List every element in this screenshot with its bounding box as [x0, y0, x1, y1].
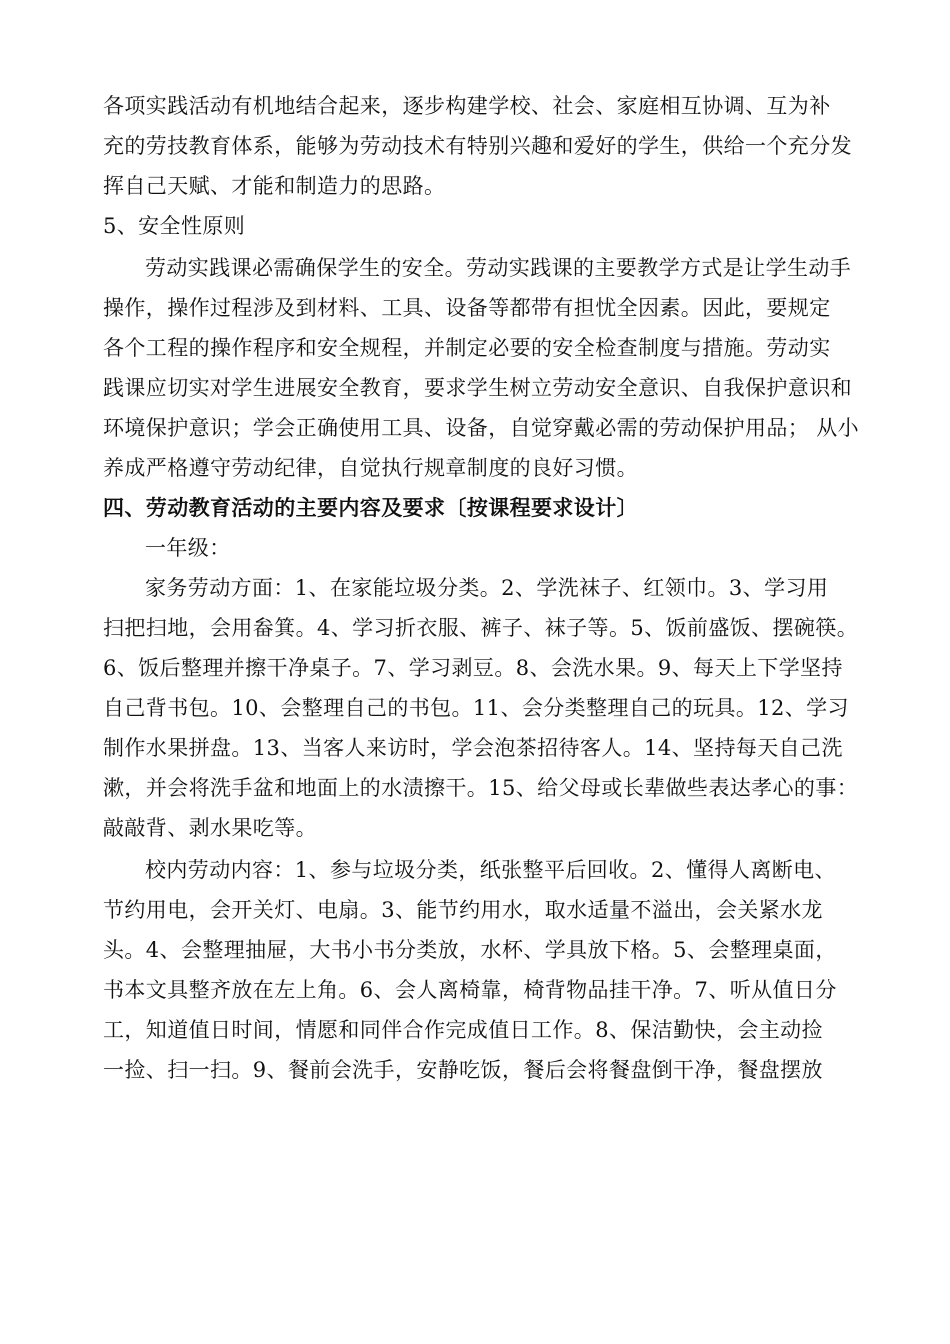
paragraph-line: 6、饭后整理并擦干净桌子。7、学习剥豆。8、会洗水果。9、每天上下学坚持 [103, 656, 843, 680]
paragraph-line: 漱，并会将洗手盆和地面上的水渍擦干。15、给父母或长辈做些表达孝心的事： [103, 776, 859, 800]
paragraph-line: 扫把扫地，会用畚箕。4、学习折衣服、裤子、袜子等。5、饭前盛饭、摆碗筷。 [103, 616, 859, 640]
paragraph-line: 校内劳动内容：1、参与垃圾分类，纸张整平后回收。2、懂得人离断电、 [145, 858, 836, 882]
paragraph-line: 制作水果拼盘。13、当客人来访时，学会泡茶招待客人。14、坚持每天自己洗 [103, 736, 843, 760]
paragraph-line: 头。4、会整理抽屉，大书小书分类放，水杯、学具放下格。5、会整理桌面， [103, 938, 837, 962]
paragraph-line: 各项实践活动有机地结合起来，逐步构建学校、社会、家庭相互协调、互为补 [103, 94, 831, 118]
paragraph-line: 践课应切实对学生进展安全教育，要求学生树立劳动安全意识、自我保护意识和 [103, 376, 852, 400]
paragraph-line: 劳动实践课必需确保学生的安全。劳动实践课的主要教学方式是让学生动手 [145, 256, 852, 280]
paragraph-line: 工，知道值日时间，情愿和同伴合作完成值日工作。8、保洁勤快，会主动捡 [103, 1018, 823, 1042]
paragraph-line: 操作，操作过程涉及到材料、工具、设备等都带有担忧全因素。因此，要规定 [103, 296, 831, 320]
paragraph-line: 充的劳技教育体系，能够为劳动技术有特别兴趣和爱好的学生，供给一个充分发 [103, 134, 852, 158]
paragraph-line: 养成严格遵守劳动纪律，自觉执行规章制度的良好习惯。 [103, 456, 638, 480]
section-heading: 四、劳动教育活动的主要内容及要求〔按课程要求设计〕 [103, 495, 638, 520]
paragraph-line: 节约用电，会开关灯、电扇。3、能节约用水，取水适量不溢出，会关紧水龙 [103, 898, 823, 922]
paragraph-line: 自己背书包。10、会整理自己的书包。11、会分类整理自己的玩具。12、学习 [103, 696, 849, 720]
paragraph-line: 环境保护意识；学会正确使用工具、设备，自觉穿戴必需的劳动保护用品； 从小 [103, 416, 860, 440]
paragraph-line: 各个工程的操作程序和安全规程，并制定必要的安全检查制度与措施。劳动实 [103, 336, 831, 360]
paragraph-line: 挥自己天赋、才能和制造力的思路。 [103, 174, 446, 198]
paragraph-line: 书本文具整齐放在左上角。6、会人离椅靠，椅背物品挂干净。7、听从值日分 [103, 978, 837, 1002]
section-subheading: 5、安全性原则 [103, 214, 246, 238]
grade-label: 一年级： [145, 536, 231, 560]
paragraph-line: 敲敲背、剥水果吃等。 [103, 816, 317, 840]
paragraph-line: 家务劳动方面：1、在家能垃圾分类。2、学洗袜子、红领巾。3、学习用 [145, 576, 829, 600]
paragraph-line: 一捡、扫一扫。9、餐前会洗手，安静吃饭，餐后会将餐盘倒干净，餐盘摆放 [103, 1058, 823, 1082]
